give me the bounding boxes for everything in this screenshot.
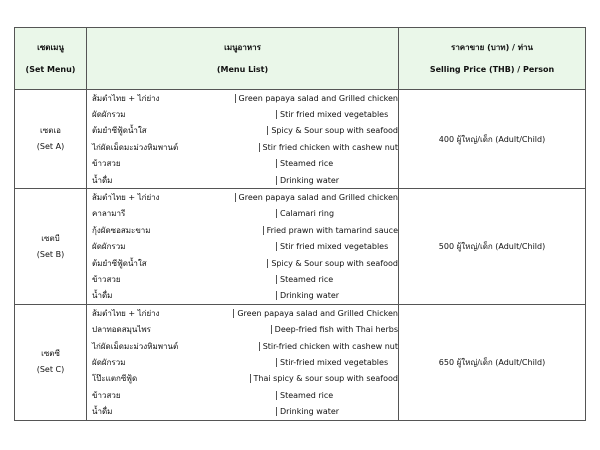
menu-item-th: โป๊ะแตกซีฟู้ด bbox=[92, 374, 138, 384]
set-menu-table bbox=[14, 27, 586, 421]
header-menu-en: (Menu List) bbox=[216, 64, 269, 74]
set-name-th: เซตซี bbox=[41, 349, 60, 359]
set-row bbox=[15, 90, 586, 189]
set-name-cell bbox=[15, 189, 87, 305]
menu-items-cell bbox=[87, 90, 399, 189]
menu-item-th: ไก่ผัดเม็ดมะม่วงหิมพานต์ bbox=[92, 142, 179, 152]
menu-item bbox=[87, 189, 398, 205]
price-value: 650 ผู้ใหญ่/เด็ก (Adult/Child) bbox=[438, 357, 546, 367]
menu-item-en: Thai spicy & sour soup with seafood bbox=[250, 374, 398, 383]
menu-item bbox=[87, 321, 398, 337]
menu-item bbox=[87, 172, 398, 188]
menu-item bbox=[87, 371, 398, 387]
menu-item-en: Steamed rice bbox=[276, 159, 398, 168]
menu-item-th: ต้มยำซีฟู้ดน้ำใส bbox=[92, 258, 147, 268]
menu-item-en: Green papaya salad and Grilled Chicken bbox=[233, 309, 398, 318]
menu-item-en: Spicy & Sour soup with seafood bbox=[267, 126, 398, 135]
menu-item-en: Stir fried mixed vegetables bbox=[276, 110, 398, 119]
menu-item-th: ส้มตำไทย + ไก่ย่าง bbox=[92, 193, 160, 203]
menu-item-en: Drinking water bbox=[276, 291, 398, 300]
menu-item-th: น้ำดื่ม bbox=[92, 407, 113, 417]
set-row bbox=[15, 305, 586, 421]
menu-item bbox=[87, 271, 398, 287]
menu-item-en: Spicy & Sour soup with seafood bbox=[267, 259, 398, 268]
menu-item bbox=[87, 255, 398, 271]
menu-item-en: Green papaya salad and Grilled chicken bbox=[235, 193, 398, 202]
price-cell bbox=[399, 189, 586, 305]
price-value: 400 ผู้ใหญ่/เด็ก (Adult/Child) bbox=[438, 134, 546, 144]
header-price-th: ราคาขาย (บาท) / ท่าน bbox=[451, 42, 533, 52]
menu-item bbox=[87, 222, 398, 238]
menu-item-en: Fried prawn with tamarind sauce bbox=[263, 226, 398, 235]
header-menu bbox=[87, 28, 399, 90]
set-name-en: (Set A) bbox=[36, 142, 65, 152]
menu-item bbox=[87, 288, 398, 304]
menu-item bbox=[87, 239, 398, 255]
header-menu-th: เมนูอาหาร bbox=[224, 42, 261, 52]
menu-item bbox=[87, 387, 398, 403]
menu-item-th: น้ำดื่ม bbox=[92, 175, 113, 185]
menu-item-th: ผัดผักรวม bbox=[92, 242, 126, 252]
menu-items-cell bbox=[87, 305, 399, 421]
set-name-en: (Set C) bbox=[36, 365, 65, 375]
menu-item-en: Drinking water bbox=[276, 407, 398, 416]
price-cell bbox=[399, 90, 586, 189]
menu-item-th: ข้าวสวย bbox=[92, 390, 121, 400]
menu-item bbox=[87, 156, 398, 172]
price-cell bbox=[399, 305, 586, 421]
set-name-th: เซตเอ bbox=[40, 126, 61, 136]
menu-item bbox=[87, 305, 398, 321]
menu-item-en: Steamed rice bbox=[276, 275, 398, 284]
menu-item-th: ต้มยำซีฟู้ดน้ำใส bbox=[92, 126, 147, 136]
header-set-th: เซตเมนู bbox=[37, 42, 64, 52]
menu-item bbox=[87, 403, 398, 419]
menu-item-th: คาลามารี bbox=[92, 209, 126, 219]
menu-item-en: Stir fried mixed vegetables bbox=[276, 242, 398, 251]
menu-item bbox=[87, 139, 398, 155]
menu-item-en: Stir-fried mixed vegetables bbox=[276, 358, 398, 367]
header-price bbox=[399, 28, 586, 90]
header-set bbox=[15, 28, 87, 90]
menu-item bbox=[87, 106, 398, 122]
set-name-cell bbox=[15, 305, 87, 421]
set-name-cell bbox=[15, 90, 87, 189]
menu-items-cell bbox=[87, 189, 399, 305]
menu-item-th: ส้มตำไทย + ไก่ย่าง bbox=[92, 93, 160, 103]
menu-item bbox=[87, 354, 398, 370]
menu-item-en: Green papaya salad and Grilled chicken bbox=[235, 94, 398, 103]
menu-item-th: น้ำดื่ม bbox=[92, 291, 113, 301]
menu-item bbox=[87, 123, 398, 139]
header-row bbox=[15, 28, 586, 90]
menu-item-th: ผัดผักรวม bbox=[92, 357, 126, 367]
menu-item-en: Steamed rice bbox=[276, 391, 398, 400]
menu-item-en: Deep-fried fish with Thai herbs bbox=[271, 325, 398, 334]
menu-item-en: Drinking water bbox=[276, 176, 398, 185]
set-row bbox=[15, 189, 586, 305]
menu-item-th: กุ้งผัดซอสมะขาม bbox=[92, 225, 151, 235]
menu-item-th: ข้าวสวย bbox=[92, 159, 121, 169]
menu-item bbox=[87, 206, 398, 222]
menu-item-th: ไก่ผัดเม็ดมะม่วงหิมพานต์ bbox=[92, 341, 179, 351]
header-set-en: (Set Menu) bbox=[25, 64, 76, 74]
set-name-th: เซตบี bbox=[41, 233, 60, 243]
menu-item-th: ผัดผักรวม bbox=[92, 110, 126, 120]
menu-item-th: ปลาทอดสมุนไพร bbox=[92, 325, 151, 335]
menu-item-en: Calamari ring bbox=[276, 209, 398, 218]
menu-item-en: Stir fried chicken with cashew nut bbox=[259, 143, 398, 152]
header-price-en: Selling Price (THB) / Person bbox=[429, 64, 555, 74]
menu-item-th: ส้มตำไทย + ไก่ย่าง bbox=[92, 308, 160, 318]
menu-item-en: Stir-fried chicken with cashew nut bbox=[259, 342, 398, 351]
price-value: 500 ผู้ใหญ่/เด็ก (Adult/Child) bbox=[438, 242, 546, 252]
menu-item-th: ข้าวสวย bbox=[92, 274, 121, 284]
menu-item bbox=[87, 338, 398, 354]
menu-item bbox=[87, 90, 398, 106]
set-name-en: (Set B) bbox=[36, 249, 65, 259]
